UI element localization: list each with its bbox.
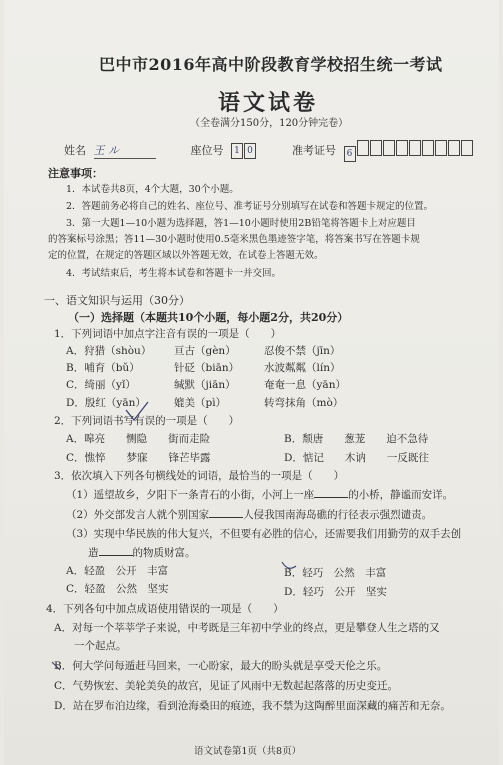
notice-item: 4．考试结束后，考生将本试卷和答题卡一并交回。 — [66, 268, 282, 279]
question-2-stem: 2．下列词语书写有误的一项是（ ） — [54, 415, 240, 427]
q1-option-word: 亘古（gèn） — [174, 345, 236, 357]
q3-sentence-3-text: 的物质财富。 — [132, 547, 196, 559]
q3-sentence-3-text: 造 — [88, 547, 99, 559]
q1-option[interactable]: D．殷红（yān） — [66, 397, 146, 409]
handwriting-marks — [4, 0, 499, 765]
q1-option-word: 忍俊不禁（jīn） — [264, 345, 341, 357]
seat-digit-box[interactable]: 1 — [231, 143, 243, 159]
seat-digit-box[interactable]: 0 — [244, 143, 256, 159]
q1-option-word: 奄奄一息（yān） — [264, 379, 346, 391]
q1-option-word: 媲美（pì） — [174, 397, 227, 409]
notice-item: 3．第一大题1—10小题为选择题，答1—10小题时使用2B铅笔将答题卡上对应题目 — [66, 218, 416, 229]
q3-sentence-2-text: （2）外交部发言人就个别国家 — [66, 509, 210, 521]
pen-mark-icon — [52, 662, 60, 670]
name-label: 姓名 — [64, 144, 86, 157]
score-note: （全卷满分150分，120分钟完卷） — [190, 118, 349, 129]
q3-sentence-1-text: 的小桥，静谧而安详。 — [348, 489, 454, 501]
q3-sentence-2-text: 人侵我国南海岛礁的行径表示强烈谴责。 — [243, 509, 433, 521]
part1-heading: 一、语文知识与运用（30分） — [44, 294, 190, 307]
seat-label: 座位号 — [190, 144, 224, 157]
question-4-stem: 4．下列各句中加点成语使用错误的一项是（ ） — [46, 603, 284, 615]
question-1-stem: 1．下列词语中加点字注音有误的一项是（ ） — [54, 328, 282, 340]
exam-number-label: 准考证号 — [292, 144, 336, 157]
q4-option-a-cont: 一个起点。 — [74, 640, 127, 652]
exam-subject-title: 语文试卷 — [218, 90, 319, 116]
pen-mark-icon — [282, 562, 296, 568]
q3-sentence-3: （3）实现中华民族的伟大复兴，不但要有必胜的信心，还需要我们用勤劳的双手去创 — [66, 528, 462, 540]
q1-option-word: 缄默（jiān） — [174, 379, 236, 391]
page-footer: 语文试卷第1页（共8页） — [194, 746, 302, 757]
q1-option-word: 转弯抹角（mò） — [264, 397, 344, 409]
notice-item: 2．答题前务必将自己的姓名、座位号、准考证号分别填写在试卷和答题卡规定的位置。 — [66, 201, 434, 212]
q3-option[interactable]: D．轻巧 公开 坚实 — [284, 586, 387, 598]
part1-subheading: （一）选择题（本题共10个小题，每小题2分，共20分） — [68, 311, 349, 324]
q1-option[interactable]: B．哺育（bǔ） — [66, 362, 140, 374]
exam-title: 巴中市2016年高中阶段教育学校招生统一考试 — [99, 55, 443, 74]
q2-option[interactable]: B．颓唐 葱茏 迫不急待 — [284, 433, 429, 445]
notice-item: 的答案标号涂黑；答11—30小题时使用0.5毫米黑色墨迹签字笔，将答案书写在答题卡规 — [48, 234, 420, 245]
q3-option[interactable]: B．轻巧 公然 丰富 — [284, 567, 387, 579]
q1-option[interactable]: A．狩猎（shòu） — [66, 345, 152, 357]
q1-option[interactable]: C．绮丽（yǐ） — [66, 379, 136, 391]
q3-sentence-1-text: （1）遥望故乡，夕阳下一条青石的小街，小河上一座 — [66, 489, 315, 501]
q4-option-c[interactable]: C．气势恢宏、美轮美奂的故宫，见证了风雨中无数起起落落的历史变迁。 — [54, 680, 399, 692]
q3-option[interactable]: C．轻盈 公然 坚实 — [66, 583, 169, 595]
q2-option[interactable]: A．嗥亮 恻隐 街而走险 — [66, 433, 211, 445]
check-mark-icon — [126, 402, 148, 420]
q2-option[interactable]: C．憔悴 梦寐 锋芒毕露 — [66, 452, 211, 464]
notice-item: 1．本试卷共8页，4个大题，30个小题。 — [66, 184, 239, 195]
notice-heading: 注意事项： — [48, 167, 103, 180]
q3-option[interactable]: A．轻盈 公开 丰富 — [66, 565, 169, 577]
q2-option[interactable]: D．惦记 木讷 一反既往 — [284, 452, 429, 464]
q1-option-word: 水波粼粼（lín） — [264, 362, 341, 374]
name-field[interactable]: 王 ル — [94, 142, 156, 159]
question-3-stem: 3．依次填入下列各句横线处的词语，最恰当的一项是（ ） — [54, 470, 345, 482]
q1-option-word: 针砭（biān） — [174, 362, 240, 374]
q4-option-a[interactable]: A．对每一个莘莘学子来说，中考既是三年初中学业的终点，更是攀登人生之塔的又 — [54, 622, 440, 634]
q4-option-b[interactable]: B．何大学问每遁赶马回来，一心盼家，最大的盼头就是享受天伦之乐。 — [54, 660, 388, 672]
exam-digit-box[interactable]: 6 — [344, 146, 356, 162]
exam-paper — [4, 0, 499, 765]
notice-item: 定的位置，在规定的答题区域以外答题无效，在试卷上答题无效。 — [48, 250, 324, 261]
q4-option-d[interactable]: D．站在罗布泊边缘，看到沧海桑田的痕迹，我不禁为这陶醉里面深藏的痛苦和无奈。 — [54, 700, 451, 712]
